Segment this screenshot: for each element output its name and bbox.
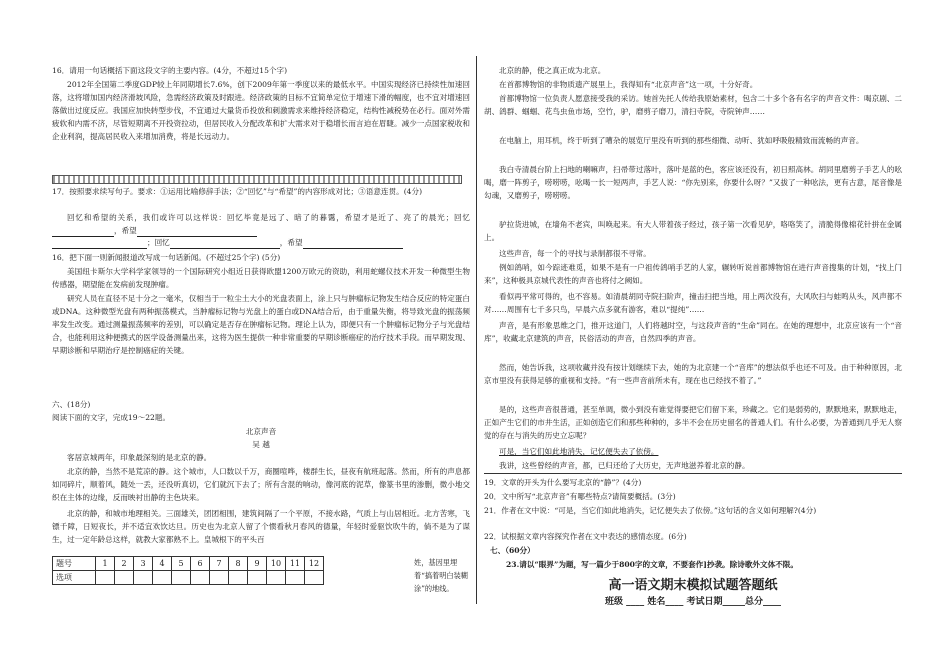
article-para-r8: 例如鸽哨，如今踪迹难觅，如果不是有一户祖传鸽哨手艺的人家，辗转听说首都博物馆在进行声音搜集的计划，“找上门来”，这种极具京城代表性的声音也将付之阙如。 [484,263,902,285]
blank-17d[interactable] [170,238,280,249]
question-16b: 16．把下面一则新闻报道改写成一句话新闻。(不超过25个字) (5分) [52,253,281,262]
q-number: 2 [115,557,134,571]
q-number: 7 [210,557,229,571]
passage-16: 2012年全国第二季度GDP较上年同期增长7.6%，创下2009年第一季度以来的最低水平。中国实现经济已持续性加速回落，这将增加国内经济滑坡风险，急需经济政策及时跟进。经济政策的目标不宜简单定位于增速下滑的幅度，也不宜对增速回落做出过度反应。我国应加快转型步伐，不宜通过大量货币投放和刺激需求来维持经济稳定，结构性减税势在必行。面对外需疲软和内需不济，尽管短期离不开投资拉动，但居民收入分配改革和扩大需求对于稳增长而言迫在眉睫。减少一点国家税收和企业利润，提高居民收入来增加消费，将是长远动力。 [52,80,470,141]
blank-17c[interactable] [52,238,147,249]
answer-cell[interactable] [191,571,210,585]
answer-table [52,556,324,585]
question-17: 17．按照要求续写句子。要求：①运用比喻修辞手法；②“回忆”与“希望”的内容形成对比；③语意连贯。(4分) [52,187,423,196]
news-para-2: 研究人员在直径不足十分之一毫米，仅相当于一粒尘土大小的光盘表面上，涂上只与肿瘤标记物发生结合反应的特定蛋白或DNA。这种微型光盘有两种振荡模式，当肿瘤标记物与光盘上的蛋白或DNA结合后，由于重量失衡，将导致光盘的振荡频率发生改变。通过测量振荡频率的差别，可以确定是否存在肿瘤标记物。理论上认为，即便只有一个肿瘤标记物分子与光盘结合，也能利用这种便携式的医学设备测量出来，这将为医生提供一种非常重要的早期诊断癌症的治疗技术手段。而早期发现、早期诊断和早期治疗是控制癌症的关键。 [52,294,470,355]
q-number: 1 [96,557,115,571]
q-number: 4 [153,557,172,571]
article-author: 吴 越 [252,440,270,449]
article-para-3: 北京的静，和城市地理相关。三面雄关，团团相围，建筑间隔了一个平原，不接水路，气质上与山居相近。北方苦寒，飞镖千障，日短夜长，并不适宜欢饮达旦。历史也为北京人留了个惯看秋月春风的德量，年轻时爱驱饮吹牛的，倘不是为了谋生，过一定年龄总这样，就教大家都熟不上。皇城根下的平头百 [52,509,470,544]
article-para-r3: 首都博物馆一位负责人愿意接受我的采访。她首先托人传给我原始素材，包含二十多个各有名字的声音文件：喝京剧、二胡、鸽群、蝈蝈、花鸟虫鱼市场，空竹，驴，磨剪子磨刀，清扫寺院，寺院钟声…… [484,94,902,116]
question-16: 16．请用一句话概括下面这段文字的主要内容。(4分，不超过15个字) [52,66,288,75]
question-21: 21．作者在文中说：“可是，当它们如此地消失，记忆便失去了依傍。”这句话的含义如何理解?(4分) [484,506,817,515]
answer-cell[interactable] [267,571,286,585]
blank-17e[interactable] [303,238,403,249]
question-19: 19．文章的开头为什么要写北京的“静”？(4分) [484,478,642,487]
section-7-heading: 七、（60分） [490,546,535,555]
article-para-r10: 声音，是有形象思维之门，推开这道门，人们将越时空，与这段声音的“生命”同在。在她的理想中，北京应该有一个“音库”，收藏北京建筑的声音，民俗活动的声音，自然四季的声音。 [484,321,902,343]
section-6-heading: 六、(18分) [52,400,91,409]
passage-17: 回忆和希望的关系，我们或许可以这样说：回忆毕竟是远了、暗了的暮霭，希望才是近了、亮了的晨光；回忆，希望 [52,211,470,237]
q-number: 10 [267,557,286,571]
question-23: 23.请以“眼界”为题，写一篇少于800字的文章，不要套作]抄袭。除诗歌外文体不限。 [506,560,798,569]
answer-cell[interactable] [134,571,153,585]
question-20: 20．文中所写“北京声音”有哪些特点?请简要概括。(3分) [484,492,676,501]
article-para-r7: 这些声音，每一个的寻找与录制都很不寻常。 [499,249,651,258]
article-para-r5: 我白寺清晨台阶上扫地的喇嘛声，扫帚带过落叶，落叶是蓝的色，客应该还没有，初日照高林。胡同里磨剪子手艺人的吆喝，磨一阵剪子，唠唠唠，吆喝一长一短两声，手艺人说：“你先别来，你要什么呀？”又拔了一种吆法，更有古意，尾音像是勾魂，又磨剪子，唠唠唠。 [484,165,902,200]
q-number: 11 [286,557,305,571]
divider [484,473,902,474]
answer-cell[interactable] [115,571,134,585]
answer-cell[interactable] [96,571,115,585]
q-number: 9 [248,557,267,571]
article-para-r6: 驴拉货进城，在墙角不老宾，叫唤起来。有大人带着孩子经过，孩子第一次看见驴，咯咯笑了，清脆得像棉花针拼在金属上。 [484,220,902,242]
answer-box-16[interactable] [52,175,462,184]
answer-cell[interactable] [153,571,172,585]
article-para-1: 客居京城两年，印象最深刻的是北京的静。 [67,453,212,462]
article-para-3-tail: 姓，基因里埋着“搞着明白装糊涂”的地线。 [414,558,468,593]
answer-sheet-title: 高一语文期末模拟试题答题纸 [608,578,778,593]
q-number: 12 [305,557,324,571]
article-para-r4: 在电脑上，用耳机，终于听到了嘈杂的展览厅里没有听到的那些细微、动听、犹如呼吸般精致而流畅的声音。 [499,136,864,145]
answer-cell[interactable] [248,571,267,585]
answer-table-option-label: 选项 [53,571,96,585]
answer-cell[interactable] [210,571,229,585]
article-title: 北京声音 [245,427,277,436]
article-para-r2: 在首都博物馆的非物质遗产展里上，我得知有“北京声音”这一项，十分好奇。 [499,80,758,89]
q-number: 6 [191,557,210,571]
question-22: 22．试根据文章内容探究作者在文中表达的感情态度。(6分) [484,532,687,541]
passage-17-line2: ；回忆 ，希望 [52,236,470,249]
answer-cell[interactable] [286,571,305,585]
article-para-r12: 是的，这些声音很普通，甚至单调，微小到没有谁觉得要把它们留下来，珍藏之。它们是弱势的，默默地来，默默地走，正如产生它们的市井生活，正如创造它们和那些种种的，多半不会在历史留名的普通人们。有什么必要，为普通到几乎无人察觉的存在与消失的历史立忘呢？ [484,405,902,440]
answer-table-header-label: 题号 [53,557,96,571]
reading-instruction: 阅读下面的文字，完成19～22题。 [52,413,171,422]
answer-cell[interactable] [305,571,324,585]
answer-table-header-row [53,557,324,571]
article-para-2: 北京的静，当然不是荒凉的静。这个城市，人口数以千万，商圈喧哗，楼群生长，昼夜有航班起落。然而，所有的声息都如同碎片，顺着风，随处一丢，还没听真切，它们就沉下去了；所有含混的响动，像河底的泥草，像篆书里的渗删，微小地交织在主体的边缘，反而映衬出静的主色块来。 [52,467,470,502]
answer-cell[interactable] [229,571,248,585]
article-para-r14: 我讲，这些曾经的声音，都，已归还给了大历史，无声地滋养着北京的静。 [499,461,750,470]
q-number: 3 [134,557,153,571]
article-para-r1: 北京的静，使之真正成为北京。 [499,66,606,75]
article-para-r9: 看似再平常可得的，也不容易。如清晨胡同寺院扫阶声，撞击扫把当地，用上两次没有，大风吹扫与蛙鸣从头，风声都不对……周围有七千多只鸟，早晨六点多就有游客，难以“提纯”…… [484,292,902,314]
q-number: 5 [172,557,191,571]
answer-table-option-row [53,571,324,585]
news-para-1: 美国纽卡斯尔大学科学家领导的一个国际研究小组近日获得欧盟1200万欧元的资助，利用蛇螺仪技术开发一种微型生物传感器，期望能在发病前发现肿瘤。 [52,267,470,289]
article-para-r13: 可是，当它们如此地消失，记忆便失去了依傍。 [499,447,659,456]
answer-cell[interactable] [172,571,191,585]
answer-sheet-fields: 班级 ____ 姓名____ 考试日期_____总分____ [605,597,781,607]
q-number: 8 [229,557,248,571]
column-divider [476,56,477,604]
article-para-r11: 然而，她告诉我，这项收藏并没有按计划继续下去，她的为北京建一个“音库”的想法似乎也还不可及。由于种种原因，北京市里没有获得足够的重视和支持。“有一些声音前所未有，现在也已经找不着了。” [484,363,902,385]
